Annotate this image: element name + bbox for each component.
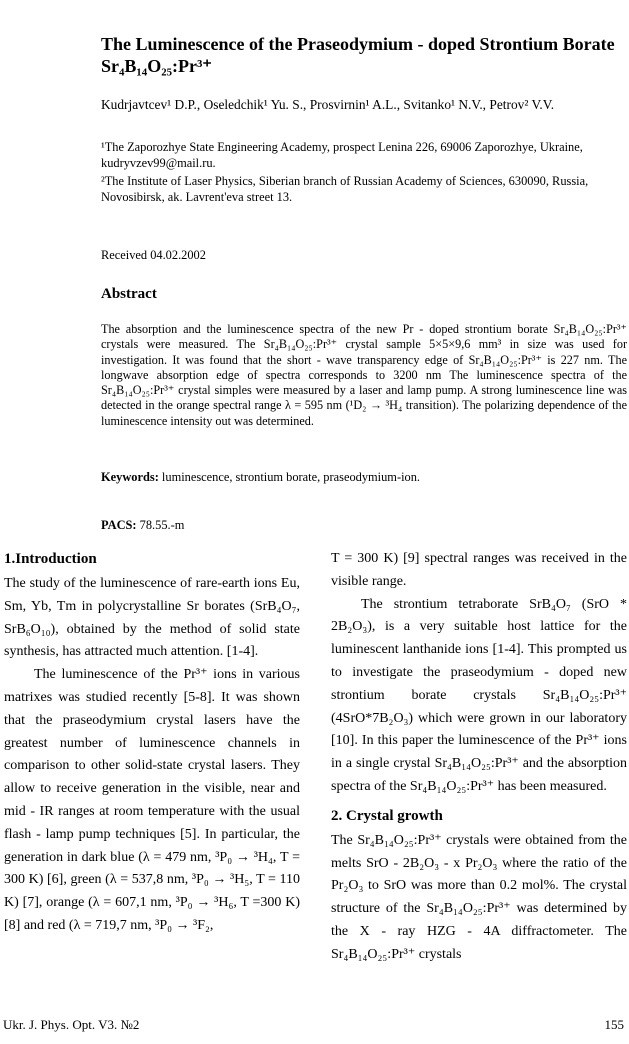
author-list: Kudrjavtcev¹ D.P., Oseledchik¹ Yu. S., Prosvirnin¹ A.L., Svitanko¹ N.V., Petrov² V.V. (101, 97, 555, 112)
crystal-paragraph-1: The Sr₄B₁₄O₂₅:Pr³⁺ crystals were obtained from the melts SrO - 2B₂O₃ - x Pr₂O₃ where the ratio of the Pr₂O₃ to SrO was more than 0.2 mol%. The crystal structure of the Sr₄B₁₄O₂₅:Pr³⁺ was determined by the X - ray HZG - 4A diffractometer. The Sr₄B₁₄O₂₅:Pr³⁺ crystals (331, 832, 627, 962)
right-column (331, 548, 627, 967)
pacs-text: 78.55.-m (136, 518, 185, 532)
introduction-heading: 1.Introduction (4, 551, 97, 567)
pacs-label: PACS: (101, 518, 137, 532)
journal-reference: Ukr. J. Phys. Opt. V3. №2 (3, 1017, 140, 1032)
affiliation-1: ¹The Zaporozhye State Engineering Academy, prospect Lenina 226, 69006 Zaporozhye, Ukraine, kudryvzev99@mail.ru. (101, 140, 583, 170)
keywords-line (101, 470, 420, 485)
abstract-body: The absorption and the luminescence spectra of the new Pr - doped strontium borate Sr₄B₁₄O₂₅:Pr³⁺ crystals were measured. The Sr₄B₁₄O₂₅:Pr³⁺ crystal sample 5×5×9,6 mm³ in size was used for investigation. It was found that the short - wave transparency edge of Sr₄B₁₄O₂₅:Pr³⁺ is 227 nm. The longwave absorption edge of spectra corresponds to 3200 nm The luminescence spectra of the Sr₄B₁₄O₂₅:Pr³⁺ crystal simples were measured by a laser and lamp pump. A strong luminescence line was detected in the orange spectral range λ = 595 nm (¹D₂ → ³H₄ transition). The polarizing dependence of the luminescence intensity out was determined. (101, 322, 627, 428)
received-date: Received 04.02.2002 (101, 248, 206, 262)
crystal-growth-heading: 2. Crystal growth (331, 807, 443, 824)
page-number: 155 (604, 1017, 624, 1032)
left-column (4, 548, 300, 938)
pacs-line (101, 518, 184, 533)
right-paragraph-1: The strontium tetraborate SrB₄O₇ (SrO * 2B₂O₃), is a very suitable host lattice for the luminescent lanthanide ions [1-4]. This prompted us to investigate the praseodymium - doped new strontium borate crystals Sr₄B₁₄O₂₅:Pr³⁺ (4SrO*7B₂O₃) which were grown in our laboratory [10]. In this paper the luminescence of the Pr³⁺ ions in a single crystal Sr₄B₁₄O₂₅:Pr³⁺ and the absorption spectra of the Sr₄B₁₄O₂₅:Pr³⁺ has been measured. (331, 596, 627, 794)
affiliation-2: ²The Institute of Laser Physics, Siberian branch of Russian Academy of Sciences, 630090, Russia, Novosibirsk, ak. Lavrent'eva street 13. (101, 174, 589, 204)
intro-paragraph-2: The luminescence of the Pr³⁺ ions in various matrixes was studied recently [5-8]. It was shown that the praseodymium crystal lasers have the greatest number of luminescence channels in comparison to other solid-state crystal lasers. They allow to receive generation in the visible, near and mid - IR ranges at room temperature with the usual flash - lamp pump techniques [5]. In particular, the generation in dark blue (λ = 479 nm, ³P₀ → ³H₄, T = 300 K) [6], green (λ = 537,8 nm, ³P₀ → ³H₅, T = 110 K) [7], orange (λ = 607,1 nm, ³P₀ → ³H₆, T =300 K) [8] and red (λ = 719,7 nm, ³P₀ → ³F₂, (4, 667, 300, 933)
abstract-heading: Abstract (101, 286, 157, 302)
keywords-label: Keywords: (101, 470, 159, 484)
right-paragraph-continued: T = 300 K) [9] spectral ranges was received in the visible range. (331, 551, 627, 589)
keywords-text: luminescence, strontium borate, praseodymium-ion. (158, 470, 420, 484)
paper-title: The Luminescence of the Praseodymium - doped Strontium Borate Sr₄B₁₄O₂₅:Pr³⁺ (101, 34, 615, 76)
intro-paragraph-1: The study of the luminescence of rare-earth ions Eu, Sm, Yb, Tm in polycrystalline Sr borates (SrB₄O₇, SrB₆O₁₀), obtained by the method of solid state synthesis, has attracted much attention. [1-4]. (4, 576, 300, 660)
